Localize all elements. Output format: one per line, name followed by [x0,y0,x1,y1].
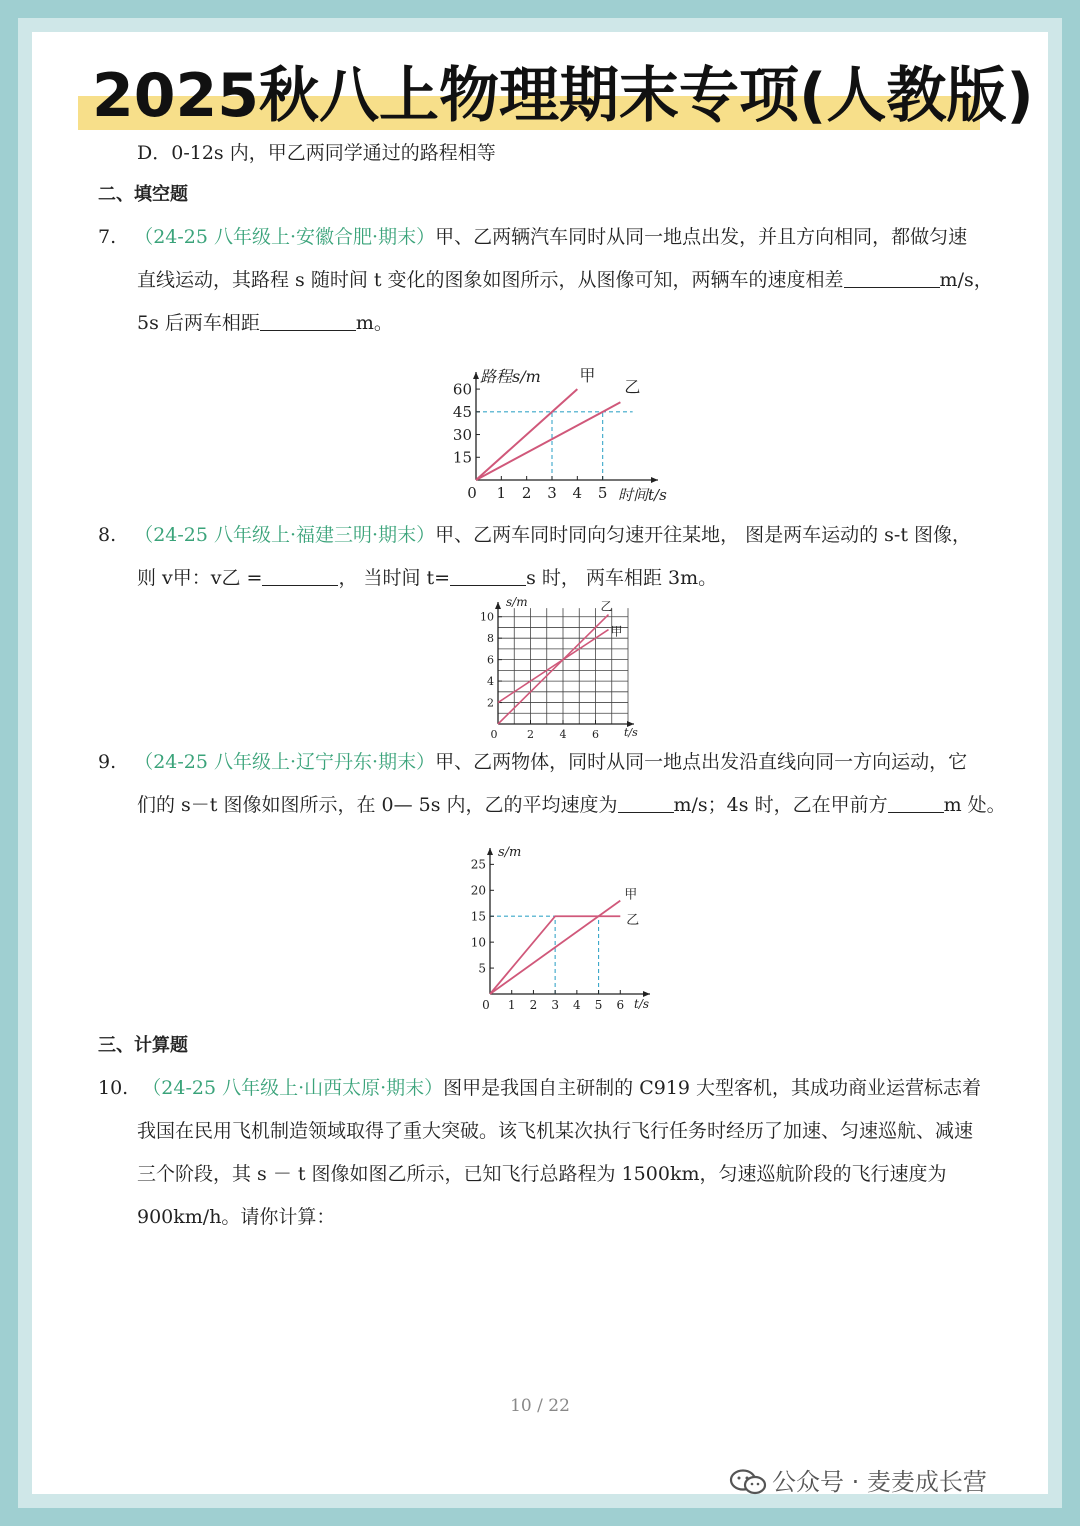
y-tick-label: 10 [480,610,494,624]
x-tick-label: 5 [594,998,603,1010]
wechat-icon [728,1468,768,1496]
question-text: 则 v甲：v乙 = [137,567,263,589]
x-tick-label: 3 [547,484,557,502]
x-tick-label: 3 [551,998,559,1010]
question-8-line-2 [137,566,717,590]
y-tick-label: 15 [470,909,486,924]
question-7-line-1 [98,225,967,249]
x-axis-arrow [651,477,658,483]
x-tick-label: 0 [467,484,477,502]
y-axis-label: s/m [506,596,528,609]
question-text: 甲、乙两车同时同向匀速开往某地， 图是两车运动的 s-t 图像， [435,524,972,546]
y-tick-label: 4 [487,674,494,688]
question-9-line-2 [137,793,1006,817]
series-label: 甲 [610,624,623,639]
chart-q8 [468,596,648,742]
x-tick-label: 6 [616,998,625,1010]
question-text: 甲、乙两辆汽车同时从同一地点出发，并且方向相同，都做匀速 [435,226,968,248]
x-tick-label: 1 [507,998,516,1010]
y-tick-label: 45 [452,403,472,422]
question-text: 们的 s－t 图像如图所示，在 0— 5s 内，乙的平均速度为 [137,794,618,816]
y-axis-label: 路程s/m [480,367,541,386]
question-7-line-2 [137,268,993,292]
question-9-line-1 [98,750,967,774]
x-axis-label: 时间t/s [618,486,667,504]
question-text: 图甲是我国自主研制的 C919 大型客机，其成功商业运营标志着 [443,1077,982,1099]
question-source: （24-25 八年级上·福建三明·期末） [134,524,436,546]
x-tick-label: 4 [573,998,581,1010]
x-axis-label: t/s [634,997,650,1010]
y-tick-label: 2 [487,696,494,710]
watermark [728,1462,987,1497]
question-text: m。 [355,312,393,334]
question-text: ， 当时间 t= [338,567,451,589]
x-tick-label: 5 [597,484,608,502]
x-tick-label: 1 [496,484,507,502]
section-calculation: 三、计算题 [98,1035,188,1056]
question-text: 5s 后两车相距 [137,312,260,334]
y-axis-arrow [495,602,501,609]
question-text: s 时， 两车相距 3m。 [526,567,718,589]
question-number: 9. [98,751,117,773]
chart-q9 [464,834,664,1010]
x-axis-label: t/s [624,726,638,739]
answer-blank[interactable] [450,567,526,586]
x-tick-label: 2 [529,998,538,1010]
question-text: 直线运动，其路程 s 随时间 t 变化的图象如图所示，从图像可知，两辆车的速度相差 [137,269,844,291]
series-label: 甲 [579,366,596,386]
y-tick-label: 30 [452,425,472,444]
chart-q7 [440,346,690,506]
answer-blank[interactable] [844,269,940,288]
question-text: m/s；4s 时，乙在甲前方 [673,794,888,816]
y-tick-label: 6 [487,653,494,667]
answer-blank[interactable] [888,794,944,813]
y-tick-label: 60 [452,380,472,399]
x-tick-label: 2 [521,484,532,502]
question-8-line-1 [98,523,971,547]
series-label: 乙 [626,913,640,929]
watermark-text: 公众号 · 麦麦成长营 [772,1468,987,1496]
x-tick-label: 0 [482,998,490,1010]
question-source: （24-25 八年级上·安徽合肥·期末） [134,226,436,248]
page-title: 2025秋八上物理期末专项(人教版) [92,61,1034,131]
question-number: 7. [98,226,117,248]
y-tick-label: 20 [470,883,486,898]
question-source: （24-25 八年级上·山西太原·期末） [142,1077,444,1099]
question-7-line-3 [137,311,393,335]
question-10-line-3: 三个阶段，其 s － t 图像如图乙所示，已知飞行总路程为 1500km，匀速巡航阶段的飞行速度为 [137,1163,947,1185]
section-fill-blank: 二、填空题 [98,184,188,205]
y-tick-label: 10 [470,935,486,950]
x-tick-label: 2 [527,728,534,741]
series-label: 乙 [600,599,613,614]
question-10-line-1 [98,1076,981,1100]
x-tick-label: 4 [572,484,583,502]
y-tick-label: 5 [478,961,486,976]
question-text: m/s， [939,269,993,291]
x-tick-label: 4 [559,728,567,741]
y-tick-label: 15 [452,448,472,467]
answer-blank[interactable] [618,794,674,813]
y-axis-arrow [473,372,479,379]
page-number: 10 / 22 [510,1396,570,1416]
y-tick-label: 25 [470,857,486,872]
question-source: （24-25 八年级上·辽宁丹东·期末） [134,751,436,773]
y-axis-arrow [487,848,493,855]
question-10-line-2: 我国在民用飞机制造领域取得了重大突破。该飞机某次执行飞行任务时经历了加速、匀速巡航、减速 [137,1120,974,1142]
series-label: 乙 [624,377,641,397]
question-number: 8. [98,524,117,546]
answer-blank[interactable] [260,312,356,331]
y-tick-label: 8 [487,632,494,646]
question-number: 10. [98,1077,129,1099]
series-label: 甲 [624,887,638,903]
answer-blank[interactable] [262,567,338,586]
x-tick-label: 0 [490,728,498,741]
title-banner [78,58,1034,134]
question-10-line-4: 900km/h。请你计算： [137,1206,336,1228]
question-text: 甲、乙两物体，同时从同一地点出发沿直线向同一方向运动，它 [435,751,968,773]
question-text: m 处。 [943,794,1006,816]
option-d: D．0-12s 内，甲乙两同学通过的路程相等 [137,142,496,164]
x-tick-label: 6 [592,728,599,741]
y-axis-label: s/m [498,845,522,860]
